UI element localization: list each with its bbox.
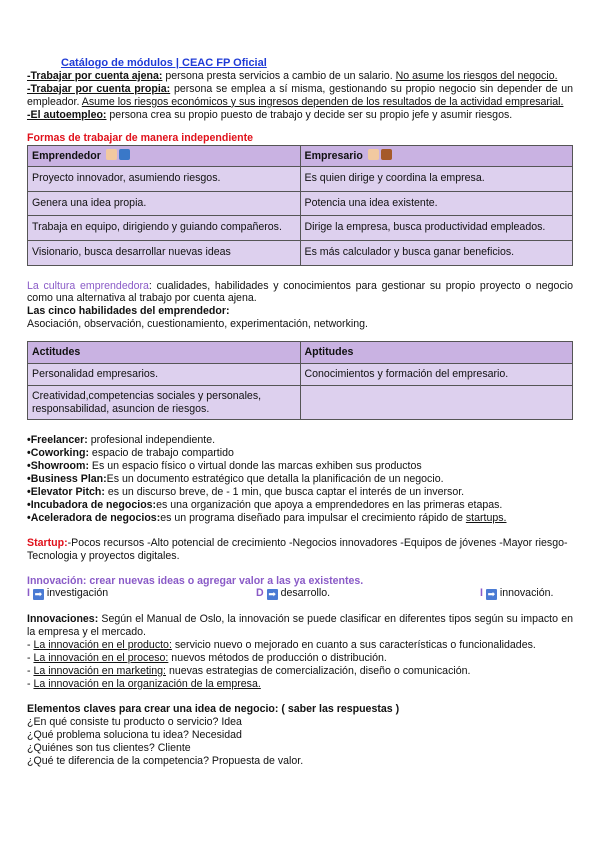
list-item: - La innovación en la organización de la empresa.	[27, 678, 261, 691]
list-item: •Elevator Pitch: es un discurso breve, de - 1 min, que busca captar el interés de un inversor.	[27, 485, 465, 498]
table-row	[28, 240, 573, 265]
arrow-right-icon: ➡	[268, 589, 276, 600]
list-item: - La innovación en el producto: servicio nuevo o mejorado en cuanto a sus características o funcionalidades.	[27, 639, 536, 652]
emprendedor-header: Emprendedor	[28, 145, 301, 166]
table-row	[28, 386, 573, 420]
step-desarrollo: D ➡ desarrollo.	[256, 587, 331, 600]
table-cell: Proyecto innovador, asumiendo riesgos.	[28, 166, 301, 191]
cuenta-ajena-paragraph	[27, 70, 573, 83]
table-cell: Personalidad empresarios.	[28, 364, 301, 386]
autoempleo-term: -El autoempleo:	[27, 108, 107, 121]
table-cell: Es más calculador y busca ganar beneficios.	[300, 240, 573, 265]
empresario-header: Empresario	[300, 145, 573, 166]
aptitudes-header: Aptitudes	[300, 342, 573, 364]
arrow-right-icon: ➡	[487, 589, 496, 600]
laptop-icon	[119, 149, 130, 160]
page-title[interactable]: Catálogo de módulos | CEAC FP Oficial	[61, 57, 267, 69]
elementos-heading: Elementos claves para crear una idea de negocio: ( saber las respuestas )	[27, 702, 400, 715]
person-icon	[106, 149, 117, 160]
table-cell: Conocimientos y formación del empresario.	[300, 364, 573, 386]
innovaciones-paragraph: Innovaciones: Según el Manual de Oslo, la innovación se puede clasificar en diferentes tipos según su impacto en la empresa y el mercado.	[27, 613, 573, 639]
list-item: •Freelancer: profesional independiente.	[27, 434, 216, 447]
table-row	[28, 191, 573, 215]
cuenta-ajena-term: -Trabajar por cuenta ajena:	[27, 70, 163, 82]
cuenta-propia-term: -Trabajar por cuenta propia:	[27, 82, 171, 95]
cuenta-propia-text: persona se emplea a sí misma, gestionando su propio negocio sin depender de un empleador.	[27, 82, 573, 108]
startup-paragraph	[27, 537, 573, 563]
table-row	[28, 364, 573, 386]
table-cell: Creatividad,competencias sociales y personales, responsabilidad, asuncion de riesgos.	[28, 386, 301, 420]
list-item: •Coworking: espacio de trabajo compartido	[27, 447, 234, 460]
step-investigacion: I ➡ investigación	[27, 587, 109, 600]
list-item: ¿Qué problema soluciona tu idea? Necesidad	[27, 728, 242, 741]
table-cell	[300, 386, 573, 420]
list-item: •Showroom: Es un espacio físico o virtual donde las marcas exhiben sus productos	[27, 460, 422, 473]
startup-term: Startup:	[27, 536, 68, 549]
table-cell: Potencia una idea existente.	[300, 191, 573, 215]
table-cell: Es quien dirige y coordina la empresa.	[300, 166, 573, 191]
actitudes-table	[27, 341, 573, 420]
table-cell: Visionario, busca desarrollar nuevas ideas	[28, 240, 301, 265]
actitudes-header: Actitudes	[28, 342, 301, 364]
table-cell: Trabaja en equipo, dirigiendo y guiando compañeros.	[28, 215, 301, 240]
cultura-text: : cualidades, habilidades y conocimientos para gestionar su propio proyecto o negocio como una alternativa al trabajo por cuenta ajena.	[27, 279, 573, 305]
list-item: •Incubadora de negocios:es una organización que apoya a emprendedores en las primeras etapas.	[27, 498, 503, 511]
cultura-term: La cultura emprendedora	[27, 279, 149, 292]
list-item: ¿Quiénes son tus clientes? Cliente	[27, 741, 191, 754]
table-cell: Genera una idea propia.	[28, 191, 301, 215]
formas-heading: Formas de trabajar de manera independiente	[27, 131, 254, 144]
list-item: ¿En qué consiste tu producto o servicio? Idea	[27, 715, 242, 728]
list-item: ¿Qué te diferencia de la competencia? Propuesta de valor.	[27, 754, 304, 767]
formas-table	[27, 145, 573, 266]
innovacion-steps	[27, 587, 573, 601]
person-icon	[368, 149, 379, 160]
cuenta-propia-paragraph	[27, 83, 573, 109]
cultura-paragraph	[27, 280, 573, 306]
table-cell: Dirige la empresa, busca productividad empleados.	[300, 215, 573, 240]
list-item: •Business Plan:Es un documento estratégico que detalla la planificación de un negocio.	[27, 472, 444, 485]
document-body	[27, 70, 573, 768]
autoempleo-paragraph	[27, 109, 573, 122]
cuenta-propia-underline: Asume los riesgos económicos y sus ingresos dependen de los resultados de la actividad empresarial.	[81, 95, 564, 108]
list-item: •Aceleradora de negocios:es un programa diseñado para impulsar el crecimiento rápido de startups.	[27, 511, 507, 524]
list-item: - La innovación en el proceso: nuevos métodos de producción o distribución.	[27, 652, 387, 665]
step-innovacion: I ➡ innovación.	[480, 587, 554, 600]
table-row	[28, 215, 573, 240]
list-item: - La innovación en marketing: nuevas estrategias de comercialización, diseño o comunicación.	[27, 665, 471, 678]
definitions-list	[27, 434, 573, 524]
cuenta-ajena-text: persona presta servicios a cambio de un salario.	[162, 70, 396, 82]
habilidades-heading: Las cinco habilidades del emprendedor:	[27, 305, 230, 318]
briefcase-icon	[381, 149, 392, 160]
cuenta-ajena-underline: No asume los riesgos del negocio.	[395, 70, 558, 82]
table-row	[28, 166, 573, 191]
arrow-right-icon: ➡	[34, 589, 43, 600]
habilidades-text: Asociación, observación, cuestionamiento, experimentación, networking.	[27, 318, 368, 331]
startup-text: -Pocos recursos -Alto potencial de crecimiento -Negocios innovadores -Equipos de jóvenes -Mayor riesgo-Tecnologia y proyectos digitales.	[27, 536, 568, 562]
autoempleo-text: persona crea su propio puesto de trabajo y decide ser su propio jefe y asumir riesgos.	[106, 108, 513, 121]
innovacion-heading: Innovación: crear nuevas ideas o agregar valor a las ya existentes.	[27, 574, 364, 587]
